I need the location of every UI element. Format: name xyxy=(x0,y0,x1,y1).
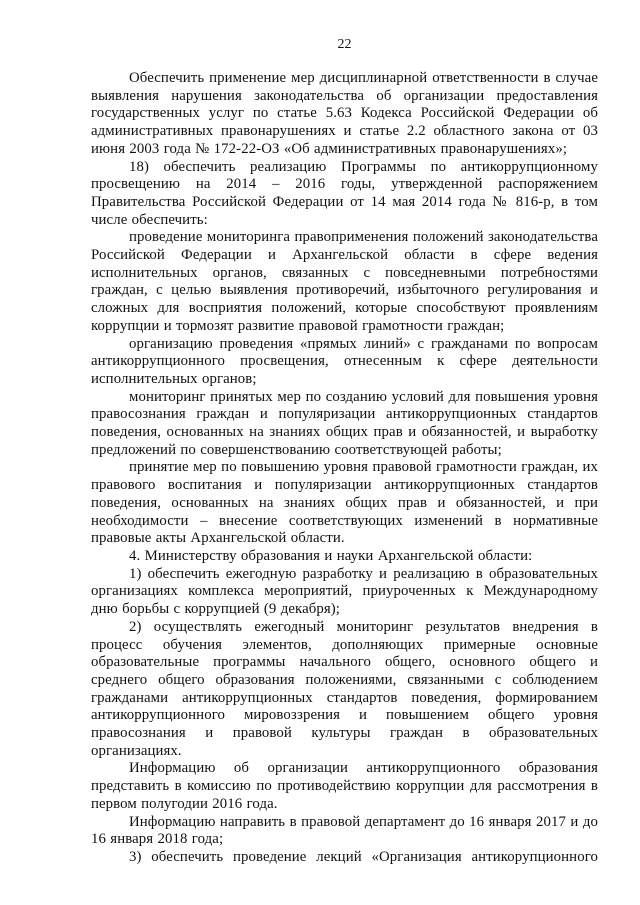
paragraph-info-commission: Информацию об организации антикоррупционного образования представить в комиссию по противодействию коррупции для рассмотрения в первом полугодии 2016 года. xyxy=(91,760,598,812)
paragraph-monitoring-measures: мониторинг принятых мер по созданию условий для повышения уровня правосознания граждан и популяризации антикоррупционных стандартов поведения, основанных на знаниях общих прав и обязанностей, и выработку предложений по совершенствованию соответствующей работы; xyxy=(91,388,598,458)
paragraph-section-4: 4. Министерству образования и науки Архангельской области: xyxy=(129,547,533,564)
paragraph-item-3: 3) обеспечить проведение лекций «Организация антикорупционного xyxy=(129,848,598,865)
paragraph-info-deadline: Информацию направить в правовой департамент до 16 января 2017 и до 16 января 2018 года; xyxy=(91,813,598,848)
page-number: 22 xyxy=(337,37,352,52)
paragraph-direct-lines: организацию проведения «прямых линий» с гражданами по вопросам антикоррупционного просвещения, отнесенным к сфере деятельности исполнительных органов; xyxy=(91,335,598,387)
document-body xyxy=(91,70,598,867)
paragraph-item-1: 1) обеспечить ежегодную разработку и реализацию в образовательных организациях комплекса мероприятий, приуроченных к Международному дню борьбы с коррупцией (9 декабря); xyxy=(91,565,598,618)
paragraph-item-2: 2) осуществлять ежегодный мониторинг результатов внедрения в процесс обучения элементов, дополняющих примерные основные образовательные программы начального общего, основного общего и среднего общего образования положениями, связанными с соблюдением гражданами антикоррупционных стандартов поведения, формированием антикоррупционного мировоззрения и повышением общего уровня правосознания и правовой культуры граждан в образовательных организациях. xyxy=(91,618,598,759)
paragraph-item-18: 18) обеспечить реализацию Программы по антикоррупционному просвещению на 2014 – 2016 годы, утвержденной распоряжением Правительства Российской Федерации от 14 мая 2014 года № 816-р, в том числе обеспечить: xyxy=(91,158,598,228)
paragraph-monitoring-law: проведение мониторинга правоприменения положений законодательства Российской Федерации и Архангельской области в сфере ведения исполнительных органов, связанных с повседневными потребностями граждан, с целью выявления противоречий, избыточного регулирования и сложных для восприятия положений, которые способствуют проявлениям коррупции и тормозят развитие правовой грамотности граждан; xyxy=(91,229,598,334)
paragraph-legal-literacy: принятие мер по повышению уровня правовой грамотности граждан, их правового воспитания и популяризации антикоррупционных стандартов поведения, основанных на знаниях общих прав и обязанностей, и при необходимости – внесение соответствующих изменений в нормативные правовые акты Архангельской области. xyxy=(91,459,598,547)
paragraph-disciplinary-measures: Обеспечить применение мер дисциплинарной ответственности в случае выявления нарушения законодательства об организации предоставления государственных услуг по статье 5.63 Кодекса Российской Федерации об административных правонарушениях и статье 2.2 областного закона от 03 июня 2003 года № 172-22-ОЗ «Об административных правонарушениях»; xyxy=(91,70,598,157)
